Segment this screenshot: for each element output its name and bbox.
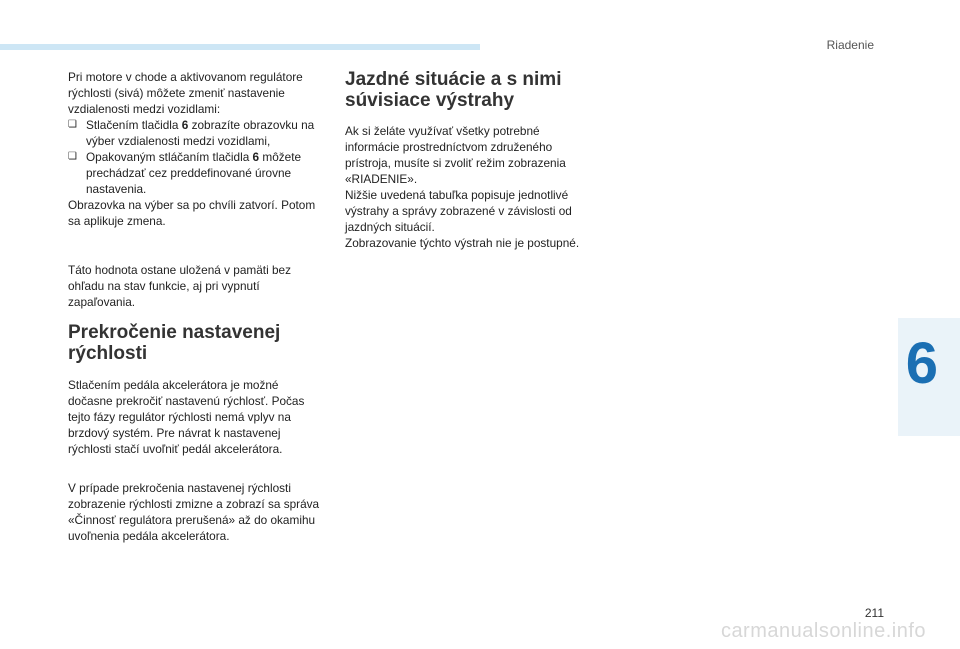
check-box-icon: ❏ bbox=[68, 119, 77, 130]
heading-exceeding-speed: Prekročenie nastavenej rýchlosti bbox=[68, 322, 281, 364]
exceeding-para-1 bbox=[68, 377, 324, 457]
watermark: carmanualsonline.info bbox=[720, 620, 926, 642]
exceeding-text-1: Stlačením pedála akcelerátora je možné dočasne prekročiť nastavenú rýchlosť. Počas tejto fázy regulátor rýchlosti nemá vplyv na brzdový systém. Pre návrat k nastavenej rýchlosti stačí uvoľniť pedál akcelerátora. bbox=[68, 378, 305, 456]
chapter-number: 6 bbox=[905, 331, 938, 396]
memory-note-text: Táto hodnota ostane uložená v pamäti bez ohľadu na stav funkcie, aj pri vypnutí zapaľovania. bbox=[68, 263, 291, 309]
after-bullets-text: Obrazovka na výber sa po chvíli zatvorí. Potom sa aplikuje zmena. bbox=[68, 198, 316, 228]
bullet-item bbox=[68, 149, 324, 197]
section-title: Riadenie bbox=[826, 38, 874, 52]
bullet-text: Stlačením tlačidla 6 zobrazíte obrazovku na výber vzdialenosti medzi vozidlami, bbox=[86, 118, 315, 148]
check-box-icon: ❏ bbox=[68, 151, 77, 162]
exceeding-para-2 bbox=[68, 480, 324, 544]
header-accent-bar bbox=[0, 44, 480, 50]
situations-text-1: Ak si želáte využívať všetky potrebné informácie prostredníctvom združeného prístroja, musíte si zvoliť režim zobrazenia «RIADENIE». bbox=[345, 124, 566, 186]
exceeding-text-2: V prípade prekročenia nastavenej rýchlosti zobrazenie rýchlosti zmizne a zobrazí sa správa «Činnosť regulátora prerušená» až do okamihu uvoľnenia pedála akcelerátora. bbox=[68, 481, 320, 543]
left-heading-block bbox=[68, 322, 324, 364]
memory-note bbox=[68, 262, 324, 310]
bullet-text: Opakovaným stláčaním tlačidla 6 môžete prechádzať cez preddefinované úrovne nastavenia. bbox=[86, 150, 302, 196]
page-number: 211 bbox=[864, 606, 884, 620]
situations-text-3: Zobrazovanie týchto výstrah nie je postupné. bbox=[345, 236, 580, 250]
left-column-top bbox=[68, 69, 324, 229]
right-column bbox=[345, 69, 595, 251]
bullet-item bbox=[68, 117, 324, 149]
heading-driving-situations: Jazdné situácie a s nimi súvisiace výstrahy bbox=[345, 69, 562, 111]
situations-text-2: Nižšie uvedená tabuľka popisuje jednotlivé výstrahy a správy zobrazené v závislosti od jazdných situácií. bbox=[345, 188, 572, 234]
intro-text: Pri motore v chode a aktivovanom regulátore rýchlosti (sivá) môžete zmeniť nastavenie vzdialenosti medzi vozidlami: bbox=[68, 70, 303, 116]
